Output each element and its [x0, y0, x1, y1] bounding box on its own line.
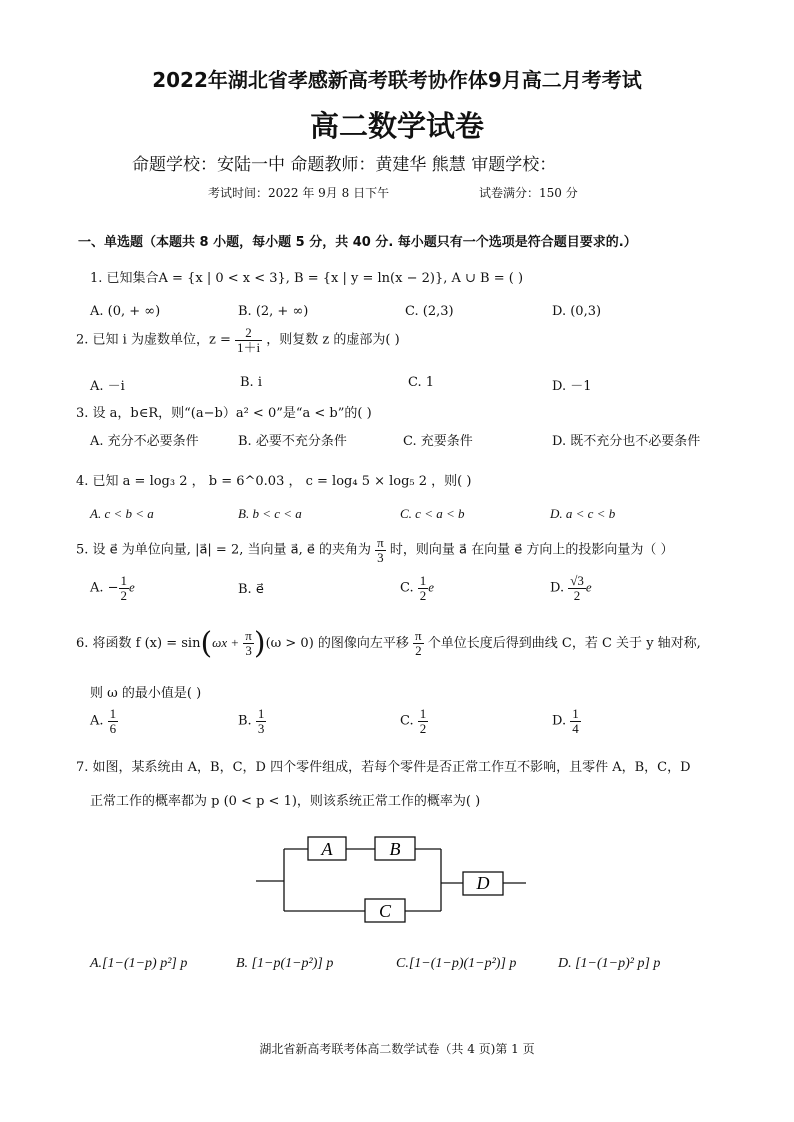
component-b-label: B [389, 839, 401, 859]
q2-option-d: D. －1 [552, 379, 592, 394]
q5-fraction: $\frac{\pi}{3}$ [377, 535, 384, 565]
question-6-line2: 则 ω 的最小值是( ) [90, 686, 202, 701]
q2-pre: 2. 已知 i 为虚数单位，z = [76, 332, 231, 348]
q3-option-a: A. 充分不必要条件 [90, 434, 199, 449]
exam-time: 考试时间：2022 年 9月 8 日下午 [208, 186, 390, 200]
q2-option-b: B. i [240, 375, 262, 390]
q3-option-c: C. 充要条件 [403, 434, 473, 449]
q7-option-d: D. [1−(1−p)² p] p [558, 956, 661, 971]
page-footer: 湖北省新高考联考体高二数学试卷（共 4 页)第 1 页 [259, 1042, 535, 1056]
q5-option-c: C. $\frac{1}{2}$ e⃗ [400, 573, 445, 603]
q4-option-a: A. c < b < a [90, 506, 154, 521]
q1-option-d: D. (0,3) [552, 304, 602, 319]
authors-line: 命题学校：安陆一中 命题教师：黄建华 熊慧 审题学校： [132, 155, 557, 175]
q6-option-b: B. $\frac{1}{3}$ [238, 706, 265, 736]
q3-option-b: B. 必要不充分条件 [238, 434, 347, 449]
q6-option-d: D. $\frac{1}{4}$ [552, 706, 579, 736]
q6-option-c: C. $\frac{1}{2}$ [400, 706, 427, 736]
q1-option-c: C. (2,3) [405, 304, 454, 319]
q4-option-c: C. c < a < b [400, 506, 465, 521]
exam-score: 试卷满分：150 分 [479, 186, 578, 200]
question-1-stem: 1. 已知集合A = {x | 0 < x < 3}, B = {x | y = ln(x − 2)}, A ∪ B = ( ) [90, 271, 524, 286]
q1-option-a: A. (0, + ∞) [90, 304, 161, 319]
q7-option-c: C.[1−(1−p)(1−p²)] p [396, 956, 517, 971]
q2-post: ，则复数 z 的虚部为( ) [266, 332, 400, 348]
q5-option-a: A. − $\frac{1}{2}$ e⃗ [90, 573, 145, 603]
question-7-line2: 正常工作的概率都为 p (0 < p < 1)，则该系统正常工作的概率为( ) [90, 794, 481, 809]
question-3-stem: 3. 设 a，b∈R，则“(a−b）a² < 0”是“a < b”的( ) [76, 406, 372, 421]
q3-option-d: D. 既不充分也不必要条件 [552, 434, 701, 449]
question-4-stem: 4. 已知 a = log₃ 2 ， b = 6^0.03 ， c = log₄ 5 × log₅ 2 ，则( ) [76, 474, 472, 489]
system-circuit-diagram [250, 825, 540, 930]
exam-title: 2022年湖北省孝感新高考联考协作体9月高二月考考试 [152, 68, 642, 92]
question-7-line1: 7. 如图，某系统由 A，B，C，D 四个零件组成，若每个零件是否正常工作互不影响，且零件 A，B，C，D [76, 760, 691, 775]
q6-option-a: A. $\frac{1}{6}$ [90, 706, 117, 736]
component-d-label: D [476, 873, 490, 893]
question-5-stem [76, 536, 673, 564]
q5-option-d: D. $\frac{√3}{2}$ e⃗ [550, 573, 602, 603]
q5-post: 时，则向量 a⃗ 在向量 e⃗ 方向上的投影向量为（ ） [389, 542, 674, 558]
q5-pre: 5. 设 e⃗ 为单位向量, |a⃗| = 2, 当向量 a⃗, e⃗ 的夹角为 [76, 542, 371, 558]
subject-title: 高二数学试卷 [309, 109, 484, 143]
q2-option-c: C. 1 [408, 375, 435, 390]
q5-option-b: B. e⃗ [238, 582, 264, 597]
q2-fraction: $\frac{2}{1+i}$ [236, 325, 261, 355]
component-c-label: C [378, 901, 392, 921]
q4-option-b: B. b < c < a [238, 506, 302, 521]
component-a-label: A [321, 839, 333, 859]
q7-option-b: B. [1−p(1−p²)] p [236, 956, 334, 971]
question-2-stem [76, 326, 400, 354]
q7-option-a: A.[1−(1−p) p²] p [90, 956, 188, 971]
section-heading: 一、单选题（本题共 8 小题，每小题 5 分，共 40 分. 每小题只有一个选项是符合题目要求的.） [78, 235, 637, 250]
q4-option-d: D. a < c < b [550, 506, 616, 521]
q2-option-a: A. －i [90, 379, 125, 394]
q1-option-b: B. (2, + ∞) [238, 304, 309, 319]
question-6-stem: 6. 将函数 f (x) = sin(ωx + $\frac{\pi}{3}$ )(ω > 0) 的图像向左平移 $\frac{\pi}{2}$ 个单位长度后得到曲线 C，若 C 关于 y 轴对称, [76, 626, 701, 661]
